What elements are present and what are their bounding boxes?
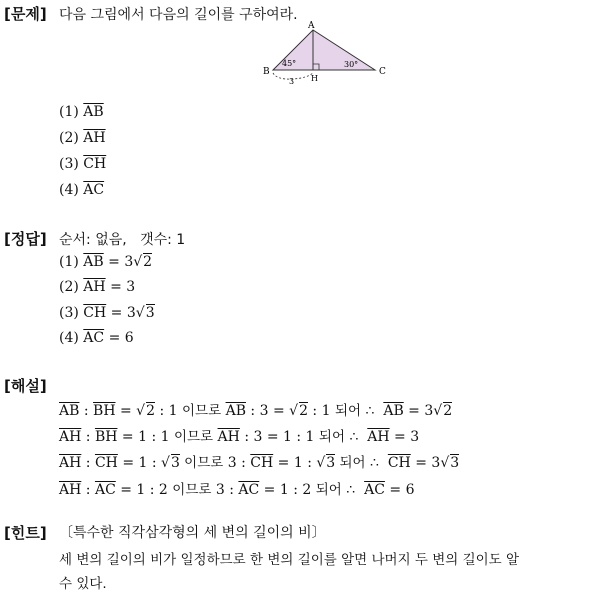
segment: $\overline{CH}$: [83, 305, 107, 321]
math-text: :: [81, 482, 95, 498]
hint-body-line-1: 세 변의 길이의 비가 일정하므로 한 변의 길이를 알면 나머지 두 변의 길이도 알: [59, 552, 520, 568]
segment: $\overline{CH}$: [250, 455, 274, 471]
sqrt-symbol: √: [440, 455, 450, 471]
math-text: :: [81, 455, 95, 471]
problem-item-3: [59, 156, 106, 172]
item-number: (1): [59, 254, 79, 270]
math-text: : 1: [307, 403, 335, 419]
math-text: : 3 = 1 : 1: [239, 429, 319, 445]
math-text: 3 :: [211, 482, 239, 498]
segment: $\overline{AB}$: [83, 104, 104, 120]
answer-item-2: [59, 279, 135, 295]
explanation-line-1: [59, 399, 452, 419]
radicand: 3: [170, 455, 180, 471]
problem-statement: 다음 그림에서 다음의 길이를 구하여라.: [59, 7, 298, 23]
hint-label: [힌트]: [4, 524, 47, 542]
math-text: =: [115, 403, 137, 419]
radicand: 2: [146, 403, 156, 419]
answer-label: [정답]: [4, 230, 47, 248]
radicand: 3: [145, 305, 155, 321]
vertex-c-label: C: [379, 67, 386, 77]
problem-item-4: [59, 182, 104, 198]
vertex-b-label: B: [263, 67, 270, 77]
segment: $\overline{AH}$: [217, 429, 240, 445]
segment: $\overline{AC}$: [364, 482, 385, 498]
math-text: = 1 : 1: [117, 429, 174, 445]
explanation-line-2: [59, 425, 419, 445]
math-text: = 1 :: [117, 455, 162, 471]
item-number: (4): [59, 182, 79, 198]
sqrt-symbol: √: [289, 403, 299, 419]
radicand: 3: [326, 455, 336, 471]
math-text: = 3: [403, 403, 434, 419]
segment: $\overline{CH}$: [387, 455, 411, 471]
segment: $\overline{AC}$: [83, 330, 105, 346]
sqrt-symbol: √: [316, 455, 326, 471]
sqrt-symbol: √: [135, 305, 145, 321]
math-text: : 1: [155, 403, 182, 419]
angle-c-label: 30°: [344, 60, 359, 69]
vertex-h-label: H: [311, 74, 318, 83]
item-number: (2): [59, 130, 79, 146]
segment: $\overline{CH}$: [94, 455, 118, 471]
sqrt-symbol: √: [433, 403, 443, 419]
segment: $\overline{AH}$: [59, 429, 82, 445]
radicand: 3: [450, 455, 460, 471]
math-text: = 1 : 2: [115, 482, 173, 498]
korean-word: 이므로: [173, 429, 214, 445]
segment: $\overline{AB}$: [83, 254, 104, 270]
item-number: (2): [59, 279, 79, 295]
therefore-symbol: ∴: [361, 403, 379, 419]
problem-label: [문제]: [4, 5, 47, 23]
item-number: (4): [59, 330, 79, 346]
vertex-a-label: A: [308, 21, 315, 31]
hint-title: 〔특수한 직각삼각형의 세 변의 길이의 비〕: [59, 525, 326, 541]
segment: $\overline{AH}$: [59, 482, 82, 498]
segment: $\overline{AB}$: [225, 403, 246, 419]
angle-b-label: 45°: [282, 59, 297, 68]
math-text: = 6: [384, 482, 415, 498]
explanation-label: [해설]: [4, 377, 47, 395]
hint-body-line-2: 수 있다.: [59, 576, 107, 592]
sqrt-symbol: √: [136, 403, 146, 419]
math-text: :: [79, 403, 94, 419]
math-text: :: [81, 429, 95, 445]
segment: $\overline{BH}$: [94, 429, 118, 445]
korean-word: 이므로: [182, 403, 222, 419]
segment: $\overline{AC}$: [83, 182, 105, 198]
segment: $\overline{CH}$: [83, 156, 107, 172]
segment: $\overline{AB}$: [59, 403, 80, 419]
problem-item-1: [59, 104, 104, 120]
segment: $\overline{AC}$: [238, 482, 260, 498]
segment: $\overline{AC}$: [94, 482, 116, 498]
item-number: (1): [59, 104, 79, 120]
radicand: 2: [299, 403, 308, 419]
math-text: : 3 =: [245, 403, 290, 419]
triangle-figure: [255, 18, 395, 88]
korean-word: 되어: [334, 403, 362, 419]
bh-length-label: 3: [289, 77, 295, 86]
item-number: (3): [59, 156, 79, 172]
answer-value: = 6: [108, 330, 134, 346]
segment: $\overline{AB}$: [383, 403, 404, 419]
segment: $\overline{AH}$: [83, 130, 106, 146]
therefore-symbol: ∴: [365, 455, 384, 471]
math-text: = 1 :: [273, 455, 317, 471]
korean-word: 되어: [318, 429, 346, 445]
explanation-line-3: [59, 451, 459, 471]
radicand: 2: [143, 254, 153, 270]
math-text: = 3: [410, 455, 441, 471]
math-text: = 3: [389, 429, 420, 445]
answer-meta: 순서: 없음, 갯수: 1: [59, 232, 186, 248]
answer-value: = 3: [110, 279, 136, 295]
answer-value: = 3: [108, 254, 134, 270]
segment: $\overline{AH}$: [59, 455, 82, 471]
therefore-symbol: ∴: [341, 482, 360, 498]
segment: $\overline{BH}$: [93, 403, 116, 419]
answer-item-4: [59, 330, 134, 346]
segment: $\overline{AH}$: [367, 429, 390, 445]
answer-item-1: [59, 253, 152, 270]
therefore-symbol: ∴: [345, 429, 363, 445]
math-text: 3 :: [223, 455, 251, 471]
sqrt-symbol: √: [133, 254, 143, 270]
item-number: (3): [59, 305, 79, 321]
korean-word: 되어: [335, 455, 366, 471]
math-text: = 1 : 2: [259, 482, 316, 498]
korean-word: 되어: [315, 482, 342, 498]
problem-item-2: [59, 130, 106, 146]
answer-value: = 3: [110, 305, 136, 321]
explanation-line-4: [59, 478, 414, 498]
sqrt-symbol: √: [161, 455, 170, 471]
korean-word: 이므로: [172, 482, 212, 498]
segment: $\overline{AH}$: [83, 279, 106, 295]
radicand: 2: [443, 403, 453, 419]
korean-word: 이므로: [179, 455, 224, 471]
answer-item-3: [59, 304, 155, 321]
